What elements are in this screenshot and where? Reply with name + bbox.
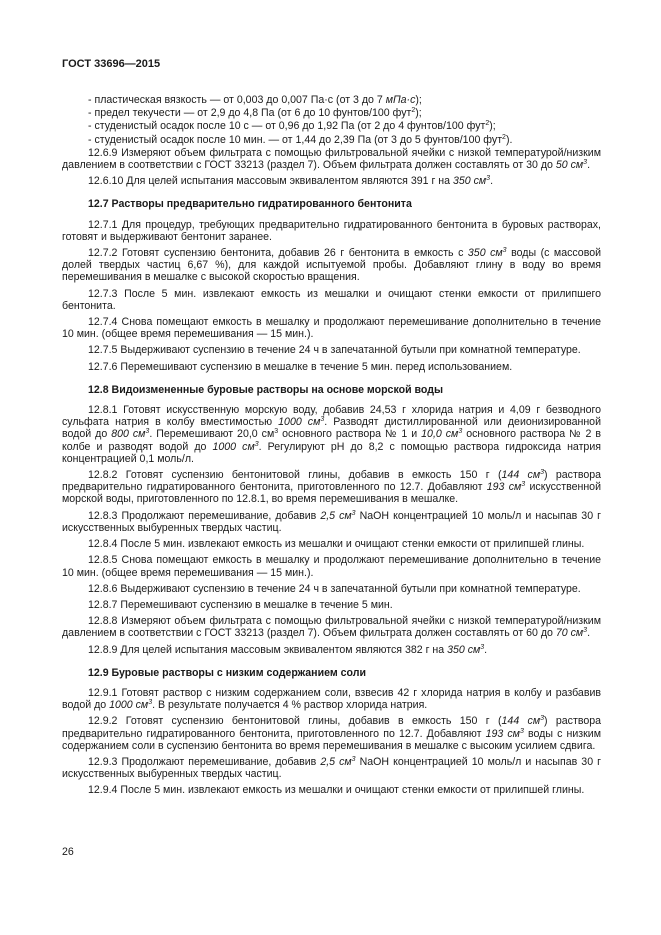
section-heading: 12.7 Растворы предварительно гидратированного бентонита (88, 198, 412, 211)
paragraph: 12.8.5 Снова помещают емкость в мешалку и продолжают перемешивание дополнительно в течение 10 мин. (общее время перемешивания — 15 мин.). (62, 554, 601, 579)
list-item: - пластическая вязкость — от 0,003 до 0,007 Па·с (от 3 до 7 мПа·с); (88, 94, 422, 106)
paragraph: 12.7.5 Выдерживают суспензию в течение 24 ч в запечатанной бутыли при комнатной температуре. (88, 344, 581, 357)
paragraph: 12.8.3 Продолжают перемешивание, добавив 2,5 $см^3$ NaOH концентрацией 10 моль/л и насыпав 30 г искусственных выбуренных твердых частиц. (62, 509, 601, 534)
document-header: ГОСТ 33696—2015 (62, 58, 161, 70)
paragraph: 12.8.9 Для целей испытания массовым эквивалентом являются 382 г на 350 $см^3$. (88, 643, 488, 656)
list-item: - студенистый осадок после 10 с — от 0,96 до 1,92 Па (от 2 до 4 фунтов/100 фут$^2$); (88, 120, 496, 133)
paragraph: 12.8.6 Выдерживают суспензию в течение 24 ч в запечатанной бутыли при комнатной температуре. (88, 582, 581, 595)
paragraph: 12.9.1 Готовят раствор с низким содержанием соли, взвесив 42 г хлорида натрия в колбу и разбавив водой до 1000 $см^3$. В результате получается 4 % раствор хлорида натрия. (62, 686, 601, 712)
list-item: - студенистый осадок после 10 мин. — от 1,44 до 2,39 Па (от 3 до 5 фунтов/100 фут$^2$). (88, 133, 513, 146)
paragraph: 12.6.9 Измеряют объем фильтрата с помощью фильтровальной ячейки с низкой температурой/низким давлением в соответствии с ГОСТ 33213 (раздел 7). Объем фильтрата должен составлять от 30 до 50 $см^3$. (62, 146, 601, 172)
paragraph: 12.7.3 После 5 мин. извлекают емкость из мешалки и очищают стенки емкости от прилипшего бентонита. (62, 287, 601, 312)
paragraph: 12.9.3 Продолжают перемешивание, добавив 2,5 $см^3$ NaOH концентрацией 10 моль/л и насыпав 30 г искусственных выбуренных твердых частиц. (62, 755, 601, 781)
paragraph: 12.8.1 Готовят искусственную морскую воду, добавив 24,53 г хлорида натрия и 4,09 г безводного сульфата натрия в колбу вместимостью 1000 $см^3$. Разводят дистиллированной или деионизированной водой до 800 $см^3$. Перемешивают 20,0 $см^3$ основного раствора № 1 и 10,0 $см^3$ основного раствора № 2 в колбе и разводят водой до 1000 $см^3$. Регулируют pH до 8,2 с помощью раствора гидроксида натрия концентрацией 0,1 моль/л. (62, 404, 601, 465)
paragraph: 12.7.1 Для процедур, требующих предварительно гидратированного бентонита в буровых растворах, готовят и выдерживают бентонит заранее. (62, 218, 601, 243)
paragraph: 12.9.4 После 5 мин. извлекают емкость из мешалки и очищают стенки емкости от прилипшей глины. (88, 784, 585, 797)
page-number: 26 (62, 846, 74, 858)
paragraph: 12.7.6 Перемешивают суспензию в мешалке в течение 5 мин. перед использованием. (88, 360, 513, 373)
paragraph: 12.8.2 Готовят суспензию бентонитовой глины, добавив в емкость 150 г (144 $см^3$) раствора предварительно гидратированного бентонита, приготовленного по 12.7. Добавляют 193 $см^3$ искусственной морской воды, приготовленного по 12.8.1, во время перемешивания в мешалке. (62, 469, 601, 506)
section-heading: 12.9 Буровые растворы с низким содержанием соли (88, 666, 366, 679)
paragraph: 12.8.8 Измеряют объем фильтрата с помощью фильтровальной ячейки с низкой температурой/низким давлением в соответствии с ГОСТ 33213 (раздел 7). Объем фильтрата должен составлять от 60 до 70 $см^3$. (62, 615, 601, 640)
paragraph: 12.6.10 Для целей испытания массовым эквивалентом являются 391 г на 350 $см^3$. (88, 175, 494, 188)
paragraph: 12.9.2 Готовят суспензию бентонитовой глины, добавив в емкость 150 г (144 $см^3$) раствора предварительно гидратированного бентонита, приготовленного по 12.7. Добавляют 193 $см^3$ воды с низким содержанием соли в суспензию бентонита во время перемешивания в мешалке с высоким усилием сдвига. (62, 715, 601, 752)
document-body (62, 94, 601, 801)
paragraph: 12.7.4 Снова помещают емкость в мешалку и продолжают перемешивание дополнительно в течение 10 мин. (общее время перемешивания — 15 мин.). (62, 316, 601, 341)
section-heading: 12.8 Видоизмененные буровые растворы на основе морской воды (88, 383, 444, 396)
paragraph: 12.8.4 После 5 мин. извлекают емкость из мешалки и очищают стенки емкости от прилипшей глины. (88, 538, 585, 551)
paragraph: 12.7.2 Готовят суспензию бентонита, добавив 26 г бентонита в емкость с 350 $см^3$ воды (с массовой долей твердых частиц 6,67 %), для каждой испытуемой пробы. Добавляют глину в воду во время перемешивания в мешалке с высокой скоростью вращения. (62, 247, 602, 284)
paragraph: 12.8.7 Перемешивают суспензию в мешалке в течение 5 мин. (88, 598, 393, 611)
list-item: - предел текучести — от 2,9 до 4,8 Па (от 6 до 10 фунтов/100 фут$^2$); (88, 107, 422, 120)
